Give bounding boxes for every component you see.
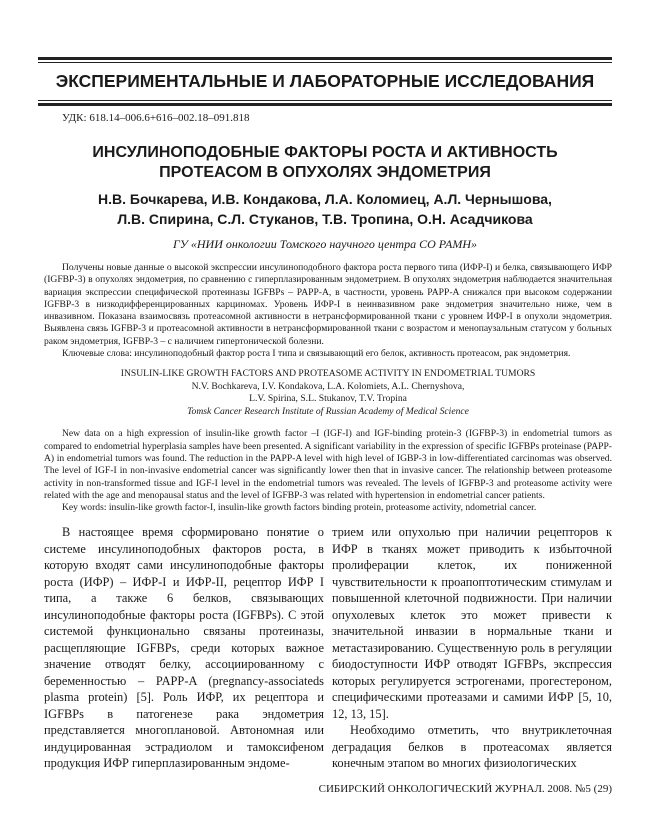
abstract-en-text: New data on a high expression of insulin-like growth factor –I (IGF-I) and IGF-binding protein-3 (IGFBP-3) in endometrial tumors as compared to endometrial hyperplasia samples have been presented. A significant variability in the expression of specific IGFBPs proteinase (PAPP-A) in endometrial tumors was found. The reduction in the PAPP-A level with high level of IGBP-3 in low-differentiated carcinomas was observed. The level of IGF-I in non-invasive endometrial cancer was significantly lower then that in invasive cancer. The relationship between proteasome activity in non-transformed tissue and IGF-I level in the endometrial tumors was revealed. The levels of IGFBP-3 and proteasome activity were related with the age and menopausal status and the level of IGFBP-3 was related with hypertension in endometrial cancer patients. — [44, 428, 612, 501]
section-heading: ЭКСПЕРИМЕНТАЛЬНЫЕ И ЛАБОРАТОРНЫЕ ИССЛЕДОВАНИЯ — [55, 71, 595, 91]
udk-code: УДК: 618.14–006.6+616–002.18–091.818 — [62, 112, 250, 124]
keywords-ru: Ключевые слова: инсулиноподобный фактор роста I типа и связывающий его белок, активность протеасом, рак эндометрия. — [62, 348, 571, 360]
article-title-line: ИНСУЛИНОПОДОБНЫЕ ФАКТОРЫ РОСТА И АКТИВНОСТЬ — [92, 144, 558, 161]
body-column-right — [332, 524, 612, 772]
title-en: INSULIN-LIKE GROWTH FACTORS AND PROTEASOME ACTIVITY IN ENDOMETRIAL TUMORS — [120, 368, 536, 380]
abstract-ru — [44, 262, 612, 360]
abstract-ru-text: Получены новые данные о высокой экспрессии инсулиноподобного фактора роста первого типа (ИФР-I) и белка, связывающего ИФР (IGFBP-3) в опухолях эндометрия, по сравнению с гиперплазированным эндометрием. В опухолях эндометрия наблюдается значительная вариация экспрессии специфической протеиназы IGFBPs – PAPP-A, в частности, уровень PAPP-A снижался при высоком содержании IGFBP-3 в низкодифференцированных карциномах. Уровень ИФР-I в неинвазивном раке эндометрия значительно ниже, чем в инвазивном. Показана взаимосвязь протеасомной активности в нетрансформированной ткани с уровнем ИФР-I в опухоли эндометрия. Выявлена связь IGFBP-3 и протеасомной активности в нетрансформированной ткани с возрастом и менопаузальным статусом у больных раком эндометрия, IGFBP-3 – с наличием гипертонической болезни. — [44, 262, 612, 347]
keywords-en: Key words: insulin-like growth factor-I, insulin-like growth factors binding protein, proteasome activity, ndometrial cancer. — [62, 502, 537, 514]
article-title-line: ПРОТЕАСОМ В ОПУХОЛЯХ ЭНДОМЕТРИЯ — [159, 164, 491, 181]
body-column-left — [44, 524, 324, 772]
authors-en-line: N.V. Bochkareva, I.V. Kondakova, L.A. Kolomiets, A.L. Chernyshova, — [191, 380, 465, 392]
abstract-en — [44, 428, 612, 514]
section-rule-thin — [38, 100, 612, 101]
section-rule-thick — [38, 103, 612, 106]
body-paragraph: трием или опухолью при наличии рецепторов к ИФР в тканях может приводить к избыточной пролиферации клеток, их пониженной чувствительности к проапоптотическим стимулам и повышенной клеточной подвижности. При наличии опухолевых клеток это может привести к значительной инвазии в нормальные ткани и метастазированию. Существенную роль в регуляции биодоступности ИФР отводят IGFBPs, экспрессия которых регулируется эстрогенами, прогестероном, специфическими протеазами и самими ИФР [5, 10, 12, 13, 15]. — [332, 525, 612, 721]
header-rule-thick — [38, 57, 612, 60]
authors-line: Л.В. Спирина, С.Л. Стуканов, Т.В. Тропина, О.Н. Асадчикова — [117, 211, 533, 227]
affiliation-en: Tomsk Cancer Research Institute of Russian Academy of Medical Science — [187, 405, 469, 417]
authors-line: Н.В. Бочкарева, И.В. Кондакова, Л.А. Коломиец, А.Л. Чернышова, — [98, 191, 552, 207]
body-paragraph: В настоящее время сформировано понятие о системе инсулиноподобных факторов роста, в которую входят сами инсулиноподобные факторы роста (ИФР) – ИФР-I и ИФР-II, рецептор ИФР I типа, а также 6 белков, связывающих инсулиноподобные факторы роста (IGFBPs). С этой системой функционально связаны протеиназы, расщепляющие IGFBPs, среди которых важное значение отводят белку, ассоциированному с беременностью – PAPP-A (pregnancy-associateds plasma protein) [5]. Роль ИФР, их рецептора и IGFBPs в патогенезе рака эндометрия представляется многоплановой. Автономная или индуцированная эстрадиолом и тамоксифеном продукция ИФР гиперплазированным эндоме- — [44, 525, 324, 771]
body-paragraph: Необходимо отметить, что внутриклеточная деградация белков в протеасомах является конечным этапом во многих физиологических — [332, 723, 612, 771]
body-columns — [44, 524, 612, 772]
header-rule-thin — [38, 62, 612, 63]
affiliation: ГУ «НИИ онкологии Томского научного центра СО РАМН» — [172, 237, 478, 251]
authors-en-line: L.V. Spirina, S.L. Stukanov, T.V. Tropina — [249, 393, 407, 405]
journal-footer: СИБИРСКИЙ ОНКОЛОГИЧЕСКИЙ ЖУРНАЛ. 2008. №5 (29) — [318, 782, 612, 795]
